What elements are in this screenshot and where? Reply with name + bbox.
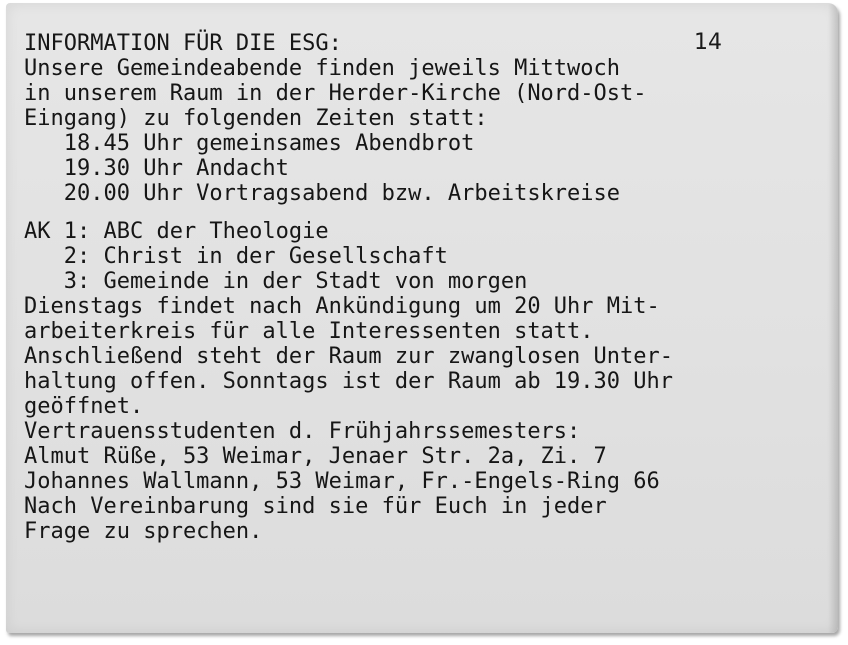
schedule-line: 19.30 Uhr Andacht xyxy=(24,156,289,181)
text-line: Frage zu sprechen. xyxy=(24,519,263,544)
contact-line: Almut Rüße, 53 Weimar, Jenaer Str. 2a, Zi. 7 xyxy=(24,444,607,469)
text-line: Dienstags findet nach Ankündigung um 20 Uhr Mit- xyxy=(24,294,660,319)
workgroup-line: AK 1: ABC der Theologie xyxy=(24,219,329,244)
text-line: Anschließend steht der Raum zur zwanglosen Unter- xyxy=(24,344,674,369)
page-number: 14 xyxy=(694,30,722,55)
schedule-line: 18.45 Uhr gemeinsames Abendbrot xyxy=(24,131,475,156)
heading-line: INFORMATION FÜR DIE ESG: xyxy=(24,31,342,56)
text-line: in unserem Raum in der Herder-Kirche (Nord-Ost- xyxy=(24,81,647,106)
workgroup-line: 3: Gemeinde in der Stadt von morgen xyxy=(24,269,528,294)
text-line: geöffnet. xyxy=(24,394,144,419)
text-line: Vertrauensstudenten d. Frühjahrssemesters: xyxy=(24,419,581,444)
contact-line: Johannes Wallmann, 53 Weimar, Fr.-Engels-Ring 66 xyxy=(24,469,660,494)
workgroup-line: 2: Christ in der Gesellschaft xyxy=(24,244,448,269)
typed-text-block xyxy=(6,3,674,553)
index-card xyxy=(6,3,838,633)
text-line: Nach Vereinbarung sind sie für Euch in jeder xyxy=(24,494,607,519)
text-line: arbeiterkreis für alle Interessenten statt. xyxy=(24,319,594,344)
text-line: Unsere Gemeindeabende finden jeweils Mittwoch xyxy=(24,56,621,81)
schedule-line: 20.00 Uhr Vortragsabend bzw. Arbeitskreise xyxy=(24,181,621,206)
text-line: haltung offen. Sonntags ist der Raum ab 19.30 Uhr xyxy=(24,369,674,394)
text-line: Eingang) zu folgenden Zeiten statt: xyxy=(24,106,488,131)
